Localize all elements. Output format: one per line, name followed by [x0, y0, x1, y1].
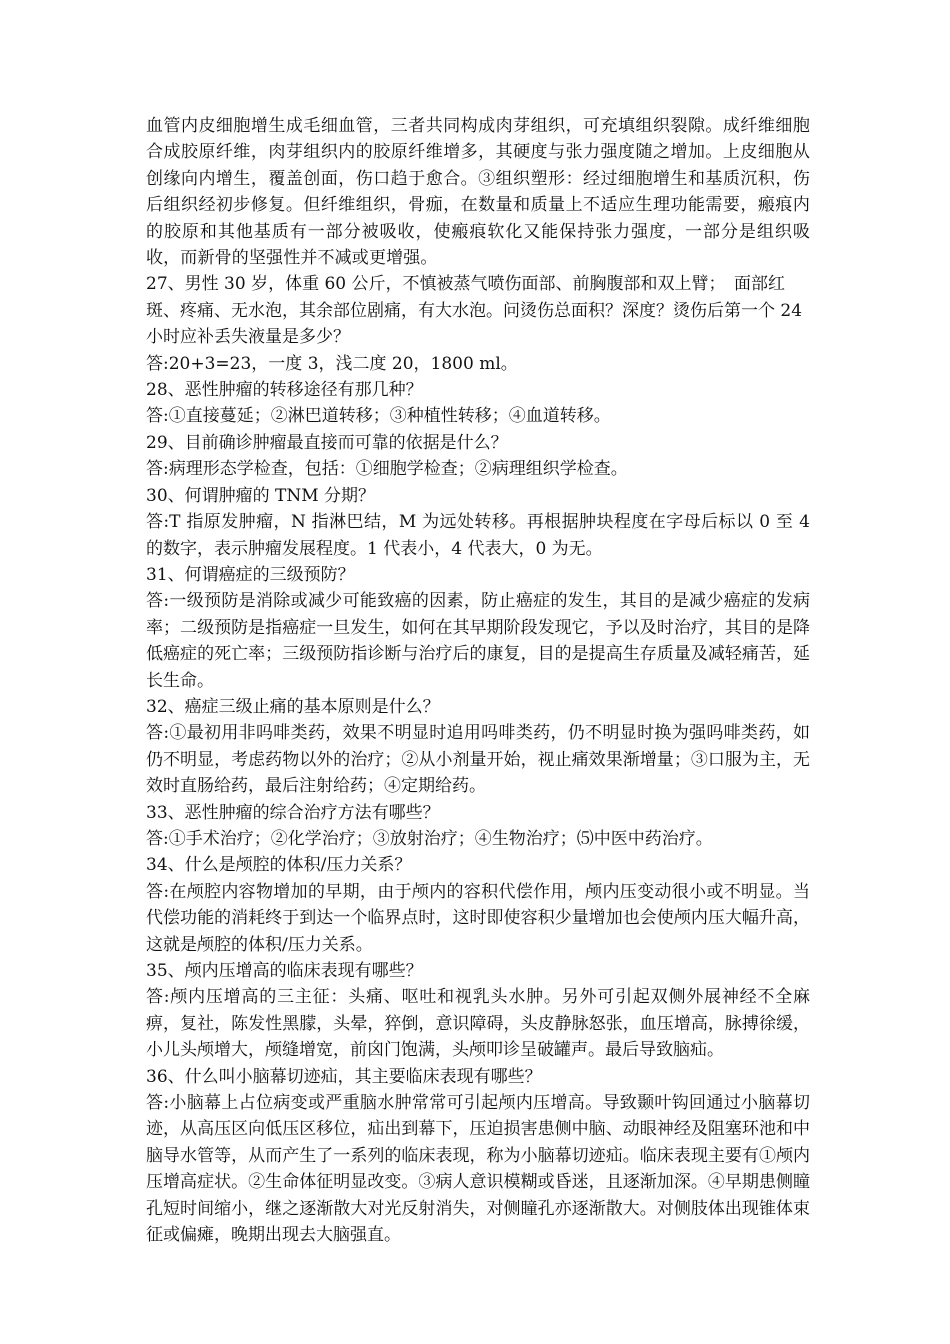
- answer-31: 答:一级预防是消除或减少可能致癌的因素，防止癌症的发生，其目的是减少癌症的发病率；二级预防是指癌症一旦发生，如何在其早期阶段发现它，予以及时治疗，其目的是降低癌症的死亡率；三级预防指诊断与治疗后的康复，目的是提高生存质量及减轻痛苦，延长生命。: [146, 591, 810, 691]
- answer-27: 答:20+3=23，一度 3，浅二度 20，1800 ml。: [146, 353, 518, 374]
- answer-34: 答:在颅腔内容物增加的早期，由于颅内的容积代偿作用，颅内压变动很小或不明显。当代偿功能的消耗终于到达一个临界点时，这时即使容积少量增加也会使颅内压大幅升高，这就是颅腔的体积/压力关系。: [146, 881, 810, 955]
- intro-paragraph: 血管内皮细胞增生成毛细血管，三者共同构成肉芽组织，可充填组织裂隙。成纤维细胞合成胶原纤维，肉芽组织内的胶原纤维增多，其硬度与张力强度随之增加。上皮细胞从创缘向内增生，覆盖创面，伤口趋于愈合。③组织塑形：经过细胞增生和基质沉积，伤后组织经初步修复。但纤维组织，骨痂，在数量和质量上不适应生理功能需要，瘢痕内的胶原和其他基质有一部分被吸收，使瘢痕软化又能保持张力强度，一部分是组织吸收，而新骨的坚强性并不减或更增强。: [146, 116, 810, 269]
- answer-33: 答:①手术治疗；②化学治疗；③放射治疗；④生物治疗；⑸中医中药治疗。: [146, 828, 713, 849]
- question-28: 28、恶性肿瘤的转移途径有那几种？: [146, 380, 423, 401]
- qa-item-34: [146, 852, 810, 958]
- answer-30: 答:T 指原发肿瘤，N 指淋巴结，M 为远处转移。再根据肿块程度在字母后标以 0 至 4 的数字，表示肿瘤发展程度。1 代表小，4 代表大，0 为无。: [146, 512, 810, 559]
- question-33: 33、恶性肿瘤的综合治疗方法有哪些？: [146, 802, 440, 823]
- question-30: 30、何谓肿瘤的 TNM 分期？: [146, 485, 376, 506]
- question-34: 34、什么是颅腔的体积/压力关系？: [146, 855, 412, 876]
- answer-32: 答:①最初用非吗啡类药，效果不明显时追用吗啡类药，仍不明显时换为强吗啡类药，如仍不明显，考虑药物以外的治疗；②从小剂量开始，视止痛效果渐增量；③口服为主，无效时直肠给药，最后注射给药；④定期给药。: [146, 723, 810, 797]
- question-36: 36、什么叫小脑幕切迹疝，其主要临床表现有哪些？: [146, 1066, 542, 1087]
- qa-item-31: [146, 562, 810, 694]
- qa-item-28: [146, 377, 810, 430]
- qa-item-29: [146, 430, 810, 483]
- qa-item-35: [146, 958, 810, 1064]
- question-31: 31、何谓癌症的三级预防？: [146, 564, 355, 585]
- answer-29: 答:病理形态学检查，包括：①细胞学检查；②病理组织学检查。: [146, 459, 628, 480]
- answer-28: 答:①直接蔓延；②淋巴道转移；③种植性转移；④血道转移。: [146, 406, 611, 427]
- question-32: 32、癌症三级止痛的基本原则是什么？: [146, 696, 440, 717]
- answer-35: 答:颅内压增高的三主征：头痛、呕吐和视乳头水肿。另外可引起双侧外展神经不全麻痹，复社，陈发性黑朦，头晕，猝倒，意识障碍，头皮静脉怒张，血压增高，脉搏徐缓，小儿头颅增大，颅缝增宽，前囟门饱满，头颅叩诊呈破罐声。最后导致脑疝。: [146, 987, 810, 1061]
- question-27: 27、男性 30 岁，体重 60 公斤，不慎被蒸气喷伤面部、前胸腹部和双上臂； 面部红斑、疼痛、无水泡，其余部位剧痛，有大水泡。问烫伤总面积？深度？烫伤后第一个 24 小时应补丢失液量是多少？: [146, 274, 803, 348]
- qa-item-32: [146, 694, 810, 800]
- question-35: 35、颅内压增高的临床表现有哪些？: [146, 961, 423, 981]
- question-29: 29、目前确诊肿瘤最直接而可靠的依据是什么？: [146, 432, 508, 453]
- qa-item-36: [146, 1064, 810, 1249]
- qa-item-30: [146, 483, 810, 562]
- document-body: [146, 113, 810, 1248]
- qa-item-33: [146, 800, 810, 853]
- answer-36: 答:小脑幕上占位病变或严重脑水肿常常可引起颅内压增高。导致颞叶钩回通过小脑幕切迹，从高压区向低压区移位，疝出到幕下，压迫损害患侧中脑、动眼神经及阻塞环池和中脑导水管等，从而产生了一系列的临床表现，称为小脑幕切迹疝。临床表现主要有①颅内压增高症状。②生命体征明显改变。③病人意识模糊或昏迷，且逐渐加深。④早期患侧瞳孔短时间缩小，继之逐渐散大对光反射消失，对侧瞳孔亦逐渐散大。对侧肢体出现锥体束征或偏瘫，晚期出现去大脑强直。: [146, 1093, 810, 1246]
- qa-item-27: [146, 271, 810, 377]
